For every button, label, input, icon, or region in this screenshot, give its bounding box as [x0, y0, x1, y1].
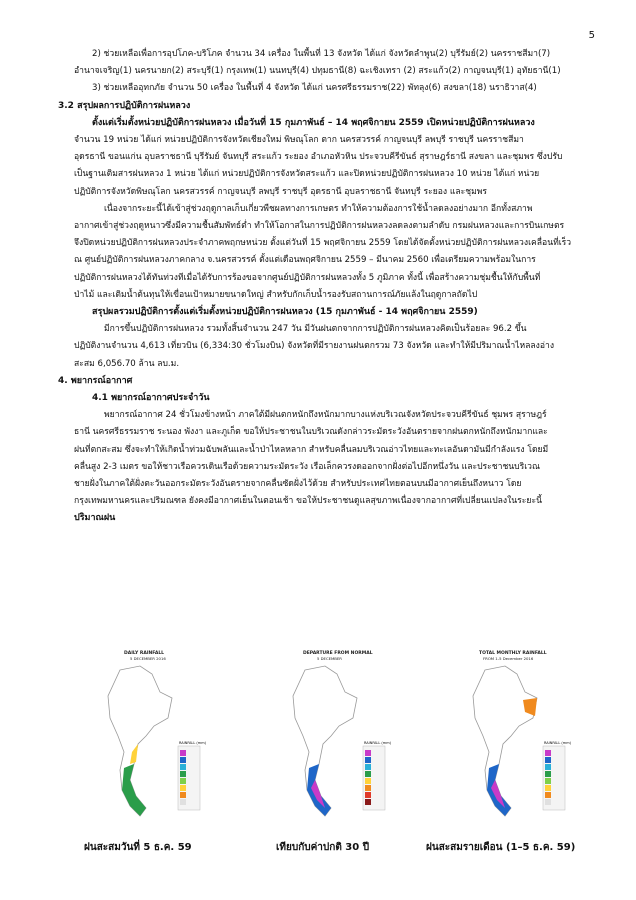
paragraph-line: ป่าไม้ และเติมน้ำต้นทุนให้เขื่อนเป้าหมายขนาดใหญ่ สำหรับกักเก็บน้ำรองรับสถานการณ์ภัยแล้งในฤดูกาลถัดไป [74, 289, 478, 300]
paragraph-line: ณ ศูนย์ปฏิบัติการฝนหลวงภาคกลาง จ.นครสวรรค์ ตั้งแต่เดือนพฤศจิกายน 2559 – มีนาคม 2560 เพื่อเตรียมความพร้อมในการ [74, 255, 536, 266]
paragraph-line: อำนาจเจริญ(1) นครนายก(2) สระบุรี(1) กรุงเทพ(1) นนทบุรี(4) ปทุมธานี(8) ฉะเชิงเทรา (2) สระแก้ว(2) กาญจนบุรี(1) อุทัยธานี(1) [74, 66, 561, 77]
paragraph-line: อากาศเข้าสู่ช่วงฤดูหนาวซึ่งมีความชื้นสัมพัทธ์ต่ำ ทำให้โอกาสในการปฏิบัติการฝนหลวงลดลงตามลำดับ กรมฝนหลวงและการบินเกษตร [74, 221, 565, 232]
map-subtitle: 5 DECEMBER 2016 [130, 656, 166, 661]
paragraph-line: ปฏิบัติงานจำนวน 4,613 เที่ยวบิน (6,334:30 ชั่วโมงบิน) จังหวัดที่มีรายงานฝนตกรวม 73 จังหวัด และทำให้มีปริมาณน้ำไหลลงอ่าง [74, 341, 555, 352]
map-subtitle: FROM 1-5 December 2016 [483, 656, 534, 661]
paragraph-line: ปฏิบัติการฝนหลวงได้ทันท่วงทีเมื่อได้รับการร้องขอจากศูนย์ปฏิบัติการฝนหลวงทั้ง 5 ภูมิภาค ทั้งนี้ เพื่อสร้างความชุ่มชื้นให้กับพื้นที่ [74, 272, 541, 283]
daily-rainfall-map [80, 640, 210, 835]
paragraph-line: ฝนที่ตกสะสม ซึ่งจะทำให้เกิดน้ำท่วมฉับพลันและน้ำป่าไหลหลาก สำหรับคลื่นลมบริเวณอ่าวไทยและทะเลอันดามันมีกำลังแรง โดยมี [74, 444, 549, 455]
map-caption: ฝนสะสมวันที่ 5 ธ.ค. 59 [84, 842, 192, 853]
legend-title: RAINFALL (mm) [364, 741, 391, 745]
thailand-outline [108, 666, 172, 816]
paragraph-line: จึงปิดหน่วยปฏิบัติการฝนหลวงประจำภาคพฤกษหน่วย ตั้งแต่วันที่ 15 พฤศจิกายน 2559 โดยได้จัดตั้งหน่วยปฏิบัติการฝนหลวงเคลื่อนที่เร็ว [74, 238, 572, 249]
paragraph-line: สะสม 6,056.70 ล้าน ลบ.ม. [74, 358, 180, 369]
paragraph-line: 3) ช่วยเหลืออุทกภัย จำนวน 50 เครื่อง ในพื้นที่ 4 จังหวัด ได้แก่ นครศรีธรรมราช(22) พัทลุง(6) สงขลา(18) นราธิวาส(4) [92, 83, 537, 94]
paragraph-line: มีการขึ้นปฏิบัติการฝนหลวง รวมทั้งสิ้นจำนวน 247 วัน มีวันฝนตกจากการปฏิบัติการฝนหลวงคิดเป็นร้อยละ 96.2 ขึ้น [104, 324, 527, 335]
section-heading: 3.2 สรุปผลการปฏิบัติการฝนหลวง [58, 100, 191, 111]
paragraph-line: พยากรณ์อากาศ 24 ชั่วโมงข้างหน้า ภาคใต้มีฝนตกหนักถึงหนักมากบางแห่งบริเวณจังหวัดประจวบคีรีขันธ์ ชุมพร สุราษฎร์ [104, 410, 547, 421]
thailand-outline [293, 666, 357, 816]
paragraph-line: ชายฝั่งในภาคใต้ฝั่งตะวันออกระมัดระวังอันตรายจากคลื่นซัดฝั่งไว้ด้วย สำหรับประเทศไทยตอนบนมีอากาศเย็นถึงหนาว โดย [74, 479, 522, 490]
paragraph-line: อุดรธานี ขอนแก่น อุบลราชธานี บุรีรัมย์ จันทบุรี สระแก้ว ระยอง อำเภอหัวหิน ประจวบคีรีขันธ์ สุราษฎร์ธานี สงขลา และชุมพร ซึ่งปรับ [74, 152, 563, 163]
rainfall-maps [70, 640, 590, 855]
paragraph-line: ตั้งแต่เริ่มตั้งหน่วยปฏิบัติการฝนหลวง เมื่อวันที่ 15 กุมภาพันธ์ – 14 พฤศจิกายน 2559 เปิดหน่วยปฏิบัติการฝนหลวง [92, 117, 535, 128]
subsection-heading: 4.1 พยากรณ์อากาศประจำวัน [92, 393, 210, 404]
paragraph-line: ธานี นครศรีธรรมราช ระนอง พังงา และภูเก็ต ขอให้ประชาชนในบริเวณดังกล่าวระมัดระวังอันตรายจากฝนตกหนักถึงหนักมากและ [74, 427, 548, 438]
departure-from-normal-map [265, 640, 395, 835]
legend-title: RAINFALL (mm) [179, 741, 206, 745]
paragraph-line: คลื่นสูง 2-3 เมตร ขอให้ชาวเรือควรเดินเรือด้วยความระมัดระวัง เรือเล็กควรงดออกจากฝั่งต่อไปอีกหนึ่งวัน และประชาชนบริเวณ [74, 461, 540, 472]
paragraph-line: ปฏิบัติการจังหวัดพิษณุโลก นครสวรรค์ กาญจนบุรี ลพบุรี ราชบุรี อุดรธานี อุบลราชธานี จันทบุรี ระยอง และชุมพร [74, 186, 488, 197]
map-caption: ฝนสะสมรายเดือน (1–5 ธ.ค. 59) [426, 842, 576, 853]
map-title: DAILY RAINFALL [124, 651, 165, 656]
summary-heading: สรุปผลรวมปฏิบัติการตั้งแต่เริ่มตั้งหน่วยปฏิบัติการฝนหลวง (15 กุมภาพันธ์ - 14 พฤศจิกายน 2559) [92, 307, 478, 318]
paragraph-line: 2) ช่วยเหลือเพื่อการอุปโภค-บริโภค จำนวน 34 เครื่อง ในพื้นที่ 13 จังหวัด ได้แก่ จังหวัดลำพูน(2) บุรีรัมย์(2) นครราชสีมา(7) [92, 49, 551, 59]
legend-title: RAINFALL (mm) [544, 741, 571, 745]
map-title: DEPARTURE FROM NORMAL [303, 651, 373, 656]
rain-heading: ปริมาณฝน [74, 513, 116, 524]
page-number: 5 [588, 30, 595, 41]
paragraph-line: จำนวน 19 หน่วย ได้แก่ หน่วยปฏิบัติการจังหวัดเชียงใหม่ พิษณุโลก ตาก นครสวรรค์ กาญจนบุรี ลพบุรี ราชบุรี นครราชสีมา [74, 135, 524, 146]
paragraph-line: เนื่องจากระยะนี้ได้เข้าสู่ช่วงฤดูกาลเก็บเกี่ยวพืชผลทางการเกษตร ทำให้ความต้องการใช้น้ำลดลงอย่างมาก อีกทั้งสภาพ [104, 203, 533, 214]
map-title: TOTAL MONTHLY RAINFALL [479, 651, 547, 656]
paragraph-line: กรุงเทพมหานครและปริมณฑล ยังคงมีอากาศเย็นในตอนเช้า ขอให้ประชาชนดูแลสุขภาพเนื่องจากอากาศที่เปลี่ยนแปลงในระยะนี้ [74, 496, 542, 507]
paragraph-line: เป็นฐานเติมสารฝนหลวง 1 หน่วย ได้แก่ หน่วยปฏิบัติการจังหวัดสระแก้ว และปิดหน่วยปฏิบัติการฝนหลวง 10 หน่วย ได้แก่ หน่วย [74, 169, 540, 180]
section-heading: 4. พยากรณ์อากาศ [58, 375, 133, 386]
monthly-rainfall-map [445, 640, 575, 835]
thailand-outline [473, 666, 537, 816]
map-caption: เทียบกับค่าปกติ 30 ปี [276, 842, 370, 853]
map-subtitle: 5 DECEMBER [317, 656, 342, 661]
body-text [58, 46, 582, 528]
